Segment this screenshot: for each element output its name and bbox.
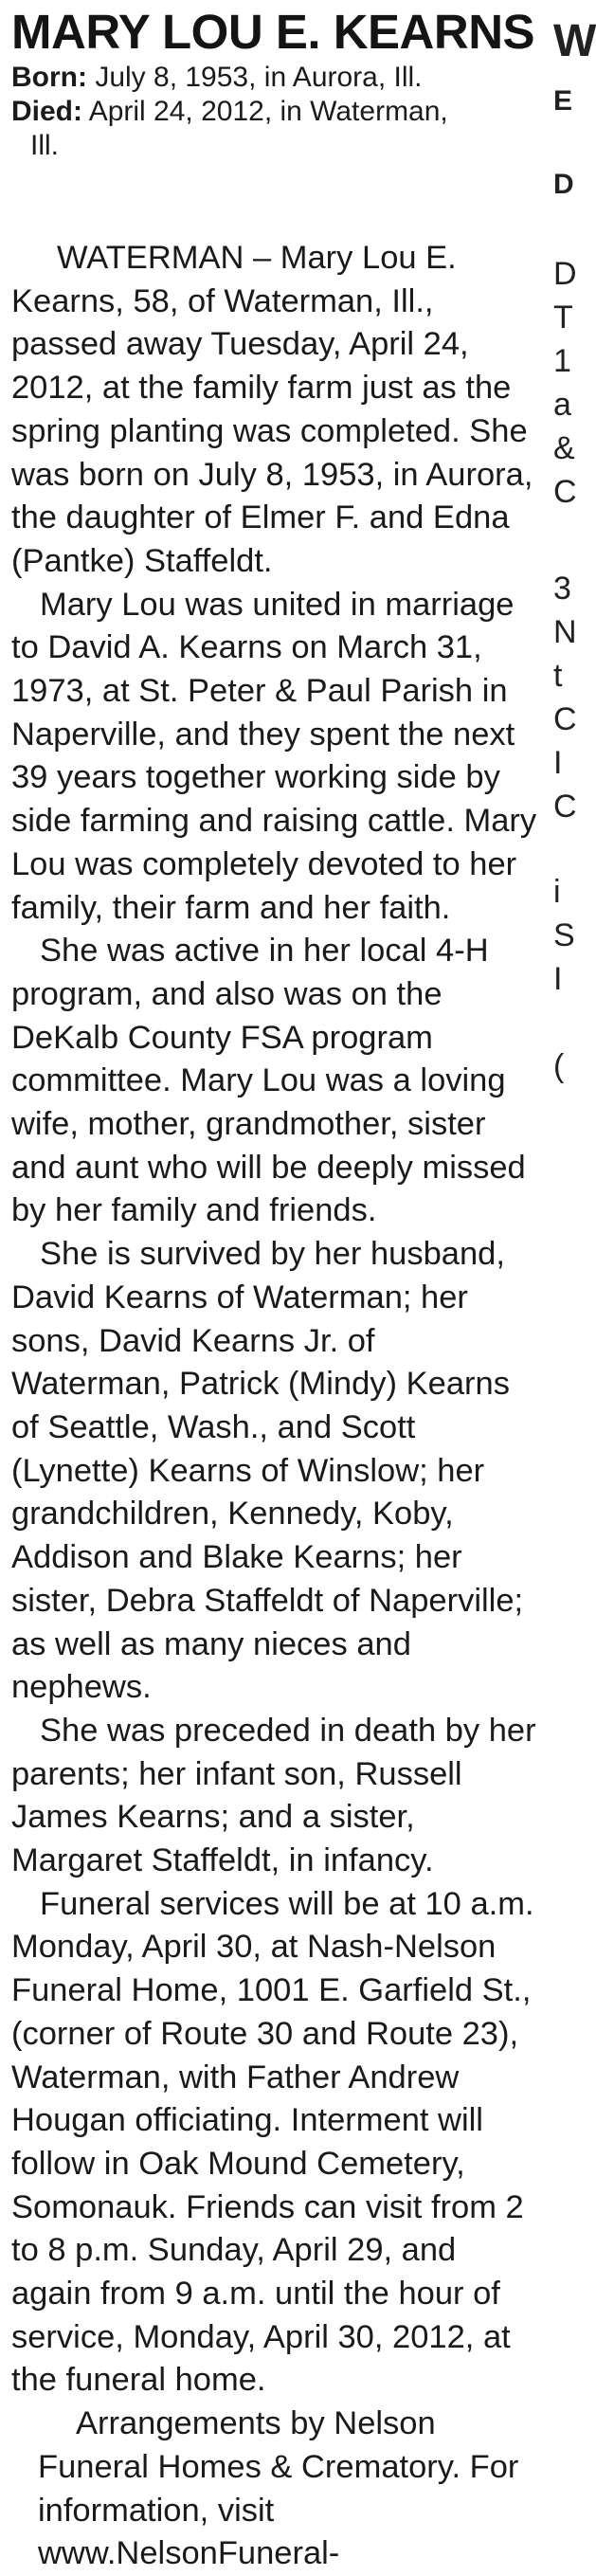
died-line [11,95,542,129]
paragraph-intro: WATERMAN – Mary Lou E. Kearns, 58, of Waterman, Ill., passed away Tuesday, April 24, 2012, at the family farm just as the spring planting was completed. She was born on July 8, 1953, in Aurora, the daughter of Elmer F. and Edna (Pantke) Staffeldt. [11,240,533,579]
died-text: April 24, 2012, in Waterman, [88,96,448,127]
paragraph-services: Funeral services will be at 10 a.m. Monday, April 30, at Nash-Nelson Funeral Home, 1001 E. Garfield St., (corner of Route 30 and Route 23), Waterman, with Father Andrew Hougan officiating. Interment will follow in Oak Mound Cemetery, Somonauk. Friends can visit from 2 to 8 p.m. Sunday, April 29, and again from 9 a.m. until the hour of service, Monday, April 30, 2012, at the funeral home. [11,1885,534,2399]
born-label: Born: [11,62,87,93]
neighbor-letter: I [553,961,563,997]
died-line-continued [11,129,542,163]
paragraph-arrangements: Arrangements by Nelson Funeral Homes & Crematory. For information, visit www.NelsonFuneral- [38,2405,519,2572]
obituary-name: MARY LOU E. KEARNS [11,5,535,59]
paragraph-activities: She was active in her local 4-H program, and also was on the DeKalb County FSA program committee. Mary Lou was a loving wife, mother, grandmother, sister and aunt who will be deeply missed by her family and friends. [11,933,526,1229]
neighbor-letter: T [553,299,573,336]
neighbor-letter: 3 [553,571,571,607]
died-label: Died: [11,96,82,127]
died-text-continued: Ill. [30,130,59,161]
neighbor-letter: D [553,256,577,292]
born-line [11,61,542,95]
neighbor-letter: E [553,85,573,117]
paragraph-preceded: She was preceded in death by her parents; her infant son, Russell James Kearns; and a sister, Margaret Staffeldt, in infancy. [11,1712,536,1879]
neighbor-letter: C [553,789,577,825]
paragraph-survivors: She is survived by her husband, David Kearns of Waterman; her sons, David Kearns Jr. of Waterman, Patrick (Mindy) Kearns of Seattle, Wash., and Scott (Lynette) Kearns of Winslow; her grandchildren, Kennedy, Koby, Addison and Blake Kearns; her sister, Debra Staffeldt of Naperville; as well as many nieces and nephews. [11,1236,524,1706]
neighbor-letter: C [553,474,577,510]
neighbor-letter: C [553,701,577,737]
born-text: July 8, 1953, in Aurora, Ill. [95,62,423,93]
neighbor-letter: D [553,169,574,200]
neighbor-letter: t [553,658,563,694]
neighbor-letter: N [553,614,577,650]
adjacent-column-fragment [553,0,596,2507]
neighbor-letter: & [553,430,575,466]
neighbor-letter: ( [553,1048,565,1084]
neighbor-letter: a [553,387,571,423]
neighbor-letter: I [553,745,563,781]
neighbor-letter: i [553,874,561,910]
neighbor-letter: W [553,16,596,66]
paragraph-marriage: Mary Lou was united in marriage to David A. Kearns on March 31, 1973, at St. Peter & Paul Parish in Naperville, and they spent the next 39 years together working side by side farming and raising cattle. Mary Lou was completely devoted to her family, their farm and her faith. [11,586,537,926]
neighbor-letter: S [553,917,575,953]
obituary-body [11,237,542,2576]
neighbor-letter: 1 [553,343,571,379]
